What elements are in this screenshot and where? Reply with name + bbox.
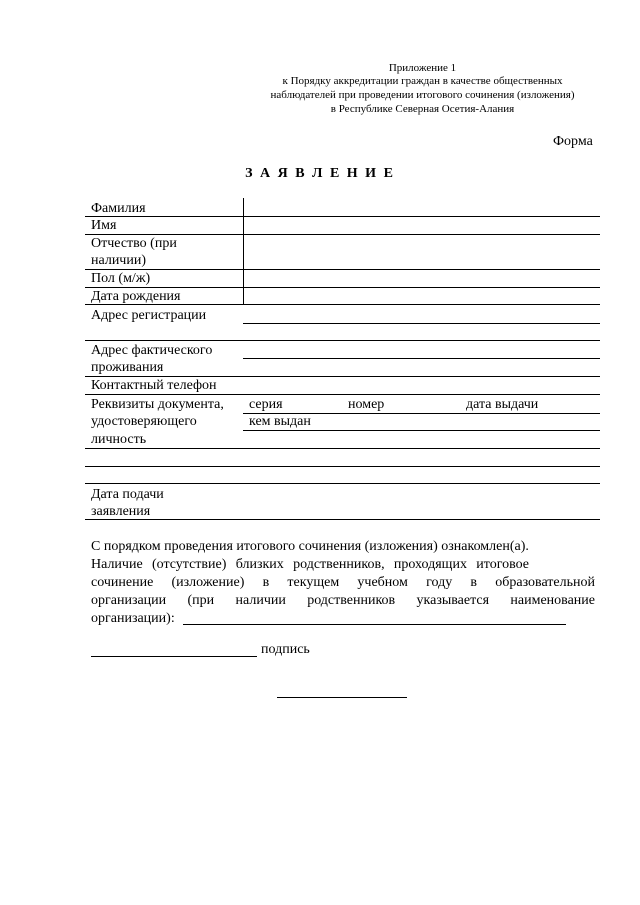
name-label: Имя (91, 218, 117, 233)
appendix-text-line-2: наблюдателей при проведении итогового сочинения (изложения) (270, 89, 575, 101)
signature-field[interactable] (91, 656, 257, 657)
reg-address-field-line-2[interactable] (85, 340, 600, 341)
doc-issue-date-label: дата выдачи (466, 397, 539, 412)
patronymic-field[interactable] (85, 269, 600, 270)
birth-date-field[interactable] (85, 304, 600, 305)
doc-extra-field-1[interactable] (85, 448, 600, 449)
submit-date-label-line-2: заявления (91, 504, 151, 519)
submit-date-field[interactable] (85, 519, 600, 520)
appendix-text-line-1: к Порядку аккредитации граждан в качестве общественных (282, 75, 563, 87)
actual-address-label-line-1: Адрес фактического (91, 343, 213, 358)
id-document-label-line-3: личность (91, 432, 147, 447)
relatives-statement-line-3: организации (при наличии родственников указывается наименование (91, 593, 595, 608)
name-field[interactable] (85, 234, 600, 235)
appendix-number: Приложение 1 (388, 62, 457, 74)
reg-address-field[interactable] (243, 323, 600, 324)
actual-address-field[interactable] (243, 358, 600, 359)
actual-address-label-line-2: проживания (91, 360, 164, 375)
id-document-label-line-1: Реквизиты документа, (91, 397, 224, 412)
phone-label: Контактный телефон (91, 378, 217, 393)
organization-name-field[interactable] (183, 624, 566, 625)
gender-label: Пол (м/ж) (91, 271, 151, 286)
relatives-statement-line-2: сочинение (изложение) в текущем учебном году в образовательной (91, 575, 595, 590)
signature-label: подпись (261, 642, 310, 657)
gender-field[interactable] (85, 287, 600, 288)
submit-date-label-line-1: Дата подачи (91, 487, 164, 502)
doc-extra-field-3[interactable] (85, 483, 600, 484)
relatives-statement-line-1: Наличие (отсутствие) близких родственников, проходящих итоговое (91, 557, 529, 572)
surname-label: Фамилия (91, 201, 146, 216)
doc-issued-by-label: кем выдан (249, 414, 311, 429)
doc-number-label: номер (348, 397, 385, 412)
appendix-text-line-3: в Республике Северная Осетия-Алания (330, 103, 515, 115)
phone-field[interactable] (85, 394, 600, 395)
table-divider (243, 198, 244, 304)
actual-address-field-line-2[interactable] (85, 376, 600, 377)
birth-date-label: Дата рождения (91, 289, 181, 304)
date-field[interactable] (277, 697, 407, 698)
doc-extra-field-2[interactable] (85, 466, 600, 467)
surname-field[interactable] (85, 216, 600, 217)
acknowledgement-statement: С порядком проведения итогового сочинения (изложения) ознакомлен(а). (91, 539, 529, 554)
patronymic-label-line-2: наличии) (91, 253, 146, 268)
doc-series-label: серия (249, 397, 283, 412)
doc-issued-by-field[interactable] (243, 430, 600, 431)
page-title: З А Я В Л Е Н И Е (245, 166, 395, 181)
id-document-label-line-2: удостоверяющего (91, 414, 197, 429)
form-label: Форма (553, 134, 593, 149)
relatives-statement-line-4: организации): (91, 611, 175, 626)
reg-address-label: Адрес регистрации (91, 308, 207, 323)
patronymic-label-line-1: Отчество (при (91, 236, 177, 251)
